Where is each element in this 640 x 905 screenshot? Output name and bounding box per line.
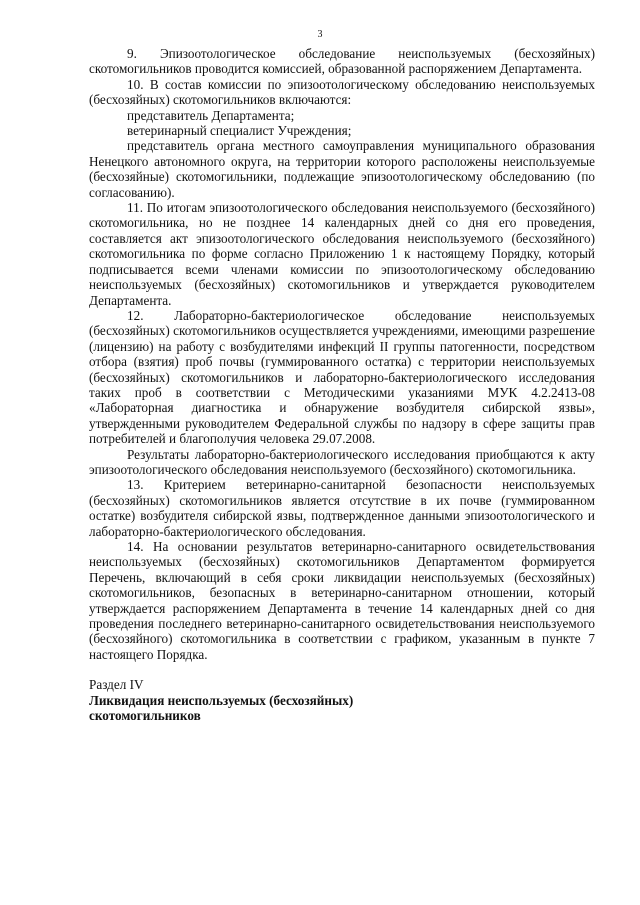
page-number: 3: [317, 29, 323, 40]
paragraph-item-9: 9. Эпизоотологическое обследование неиспользуемых (бесхозяйных) скотомогильников проводится комиссией, образованной распоряжением Департамента.: [89, 46, 595, 77]
commission-member-municipal: представитель органа местного самоуправления муниципального образования Ненецкого автономного округа, на территории которого расположены неиспользуемые (бесхозяйные) скотомогильники, подлежащие эпизоотологическому обследованию (по согласованию).: [89, 138, 595, 200]
document-body: [89, 46, 595, 723]
paragraph-lab-results: Результаты лабораторно-бактериологического исследования приобщаются к акту эпизоотологического обследования неиспользуемого (бесхозяйного) скотомогильника.: [89, 446, 595, 477]
paragraph-item-12: 12. Лабораторно-бактериологическое обследование неиспользуемых (бесхозяйных) скотомогильников осуществляется учреждениями, имеющими разрешение (лицензию) на работу с возбудителями инфекций II группы патогенности, посредством отбора (взятия) проб почвы (гуммированного остатка) с территории неиспользуемых (бесхозяйных) скотомогильников и лабораторно-бактериологического исследования таких проб в соответствии с Методическими указаниями МУК 4.2.2413-08 «Лабораторная диагностика и обнаружение возбудителя сибирской язвы», утвержденными руководителем Федеральной службы по надзору в сфере защиты прав потребителей и благополучия человека 29.07.2008.: [89, 307, 595, 447]
paragraph-item-14: 14. На основании результатов ветеринарно-санитарного освидетельствования неиспользуемых (бесхозяйных) скотомогильников Департаментом формируется Перечень, включающий в себя сроки ликвидации неиспользуемых (бесхозяйных) скотомогильников, безопасных в ветеринарно-санитарном отношении, который утверждается распоряжением Департамента в течение 14 календарных дней со дня проведения последнего ветеринарно-санитарного освидетельствования неиспользуемого (бесхозяйного) скотомогильника в соответствии с графиком, указанным в пункте 7 настоящего Порядка.: [89, 539, 595, 662]
paragraph-item-13: 13. Критерием ветеринарно-санитарной безопасности неиспользуемых (бесхозяйных) скотомогильников является отсутствие в их почве (гуммированном остатке) возбудителя сибирской язвы, подтвержденное данными эпизоотологического и лабораторно-бактериологического обследования.: [89, 477, 595, 539]
commission-member-department: представитель Департамента;: [127, 107, 295, 123]
commission-member-vet: ветеринарный специалист Учреждения;: [127, 123, 352, 139]
section-title-line-1: Ликвидация неиспользуемых (бесхозяйных): [89, 692, 354, 708]
section-heading: [89, 677, 595, 723]
section-title-line-2: скотомогильников: [89, 708, 201, 724]
section-label: Раздел IV: [89, 677, 144, 693]
paragraph-item-11: 11. По итогам эпизоотологического обследования неиспользуемого (бесхозяйного) скотомогильника, но не позднее 14 календарных дней со дня его проведения, составляется акт эпизоотологического обследования неиспользуемого (бесхозяйного) скотомогильника по форме согласно Приложению 1 к настоящему Порядку, который подписывается всеми членами комиссии по эпизоотологическому обследованию неиспользуемых (бесхозяйных) скотомогильников и утверждается руководителем Департамента.: [89, 200, 595, 308]
paragraph-item-10: 10. В состав комиссии по эпизоотологическому обследованию неиспользуемых (бесхозяйных) скотомогильников включаются:: [89, 76, 595, 108]
